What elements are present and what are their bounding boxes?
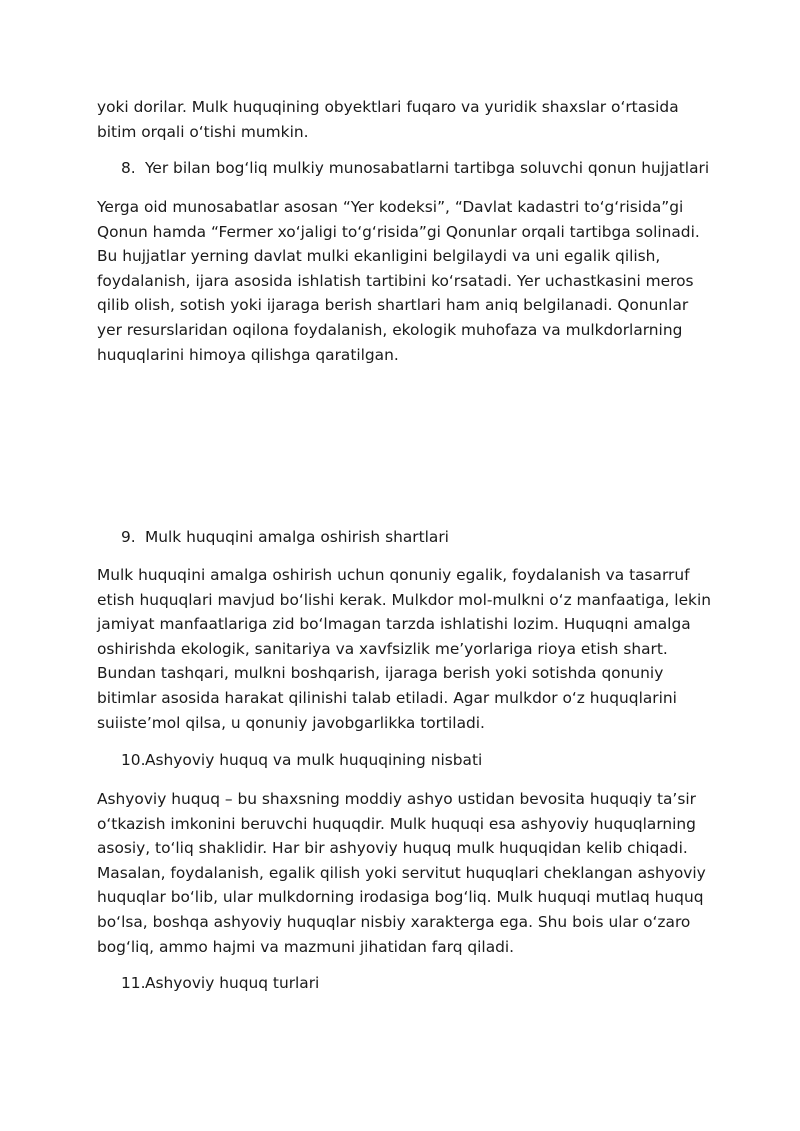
section-10-number: 10. xyxy=(121,751,146,769)
section-10-title: Ashyoviy huquq va mulk huquqining nisbati xyxy=(145,751,483,769)
section-11-number: 11. xyxy=(121,974,146,992)
section-9-heading xyxy=(121,525,761,549)
section-9-number: 9. xyxy=(121,528,136,546)
intro-paragraph: yoki dorilar. Mulk huquqining obyektlari fuqaro va yuridik shaxslar o‘rtasida bitim orqali o‘tishi mumkin. xyxy=(97,98,679,141)
section-11-title: Ashyoviy huquq turlari xyxy=(145,974,320,992)
section-9-body: Mulk huquqini amalga oshirish uchun qonuniy egalik, foydalanish va tasarruf etish huquqlari mavjud bo‘lishi kerak. Mulkdor mol-mulkni o‘z manfaatiga, lekin jamiyat manfaatlariga zid bo‘lmagan tarzda ishlatishi lozim. Huquqni amalga oshirishda ekologik, sanitariya va xavfsizlik me’yorlariga rioya etish shart. Bundan tashqari, mulkni boshqarish, ijaraga berish yoki sotishda qonuniy bitimlar asosida harakat qilinishi talab etiladi. Agar mulkdor o‘z huquqlarini suiiste’mol qilsa, u qonuniy javobgarlikka tortiladi. xyxy=(97,566,711,732)
section-8-number: 8. xyxy=(121,159,136,177)
section-10-body: Ashyoviy huquq – bu shaxsning moddiy ashyo ustidan bevosita huquqiy ta’sir o‘tkazish imkonini beruvchi huquqdir. Mulk huquqi esa ashyoviy huquqlarning asosiy, to‘liq shaklidir. Har bir ashyoviy huquq mulk huquqidan kelib chiqadi. Masalan, foydalanish, egalik qilish yoki servitut huquqlari cheklangan ashyoviy huquqlar bo‘lib, ular mulkdorning irodasiga bog‘liq. Mulk huquqi mutlaq huquq bo‘lsa, boshqa ashyoviy huquqlar nisbiy xarakterga ega. Shu bois ular o‘zaro bog‘liq, ammo hajmi va mazmuni jihatidan farq qiladi. xyxy=(97,790,706,956)
section-8-title: Yer bilan bog‘liq mulkiy munosabatlarni tartibga soluvchi qonun hujjatlari xyxy=(145,159,710,177)
section-8-heading xyxy=(121,156,761,180)
section-11-heading xyxy=(121,971,761,995)
section-9-title: Mulk huquqini amalga oshirish shartlari xyxy=(145,528,449,546)
section-10-heading xyxy=(121,748,761,772)
section-8-body: Yerga oid munosabatlar asosan “Yer kodeksi”, “Davlat kadastri to‘g‘risida”gi Qonun hamda “Fermer xo‘jaligi to‘g‘risida”gi Qonunlar orqali tartibga solinadi. Bu hujjatlar yerning davlat mulki ekanligini belgilaydi va uni egalik qilish, foydalanish, ijara asosida ishlatish tartibini ko‘rsatadi. Yer uchastkasini meros qilib olish, sotish yoki ijaraga berish shartlari ham aniq belgilanadi. Qonunlar yer resurslaridan oqilona foydalanish, ekologik muhofaza va mulkdorlarning huquqlarini himoya qilishga qaratilgan. xyxy=(97,198,700,364)
